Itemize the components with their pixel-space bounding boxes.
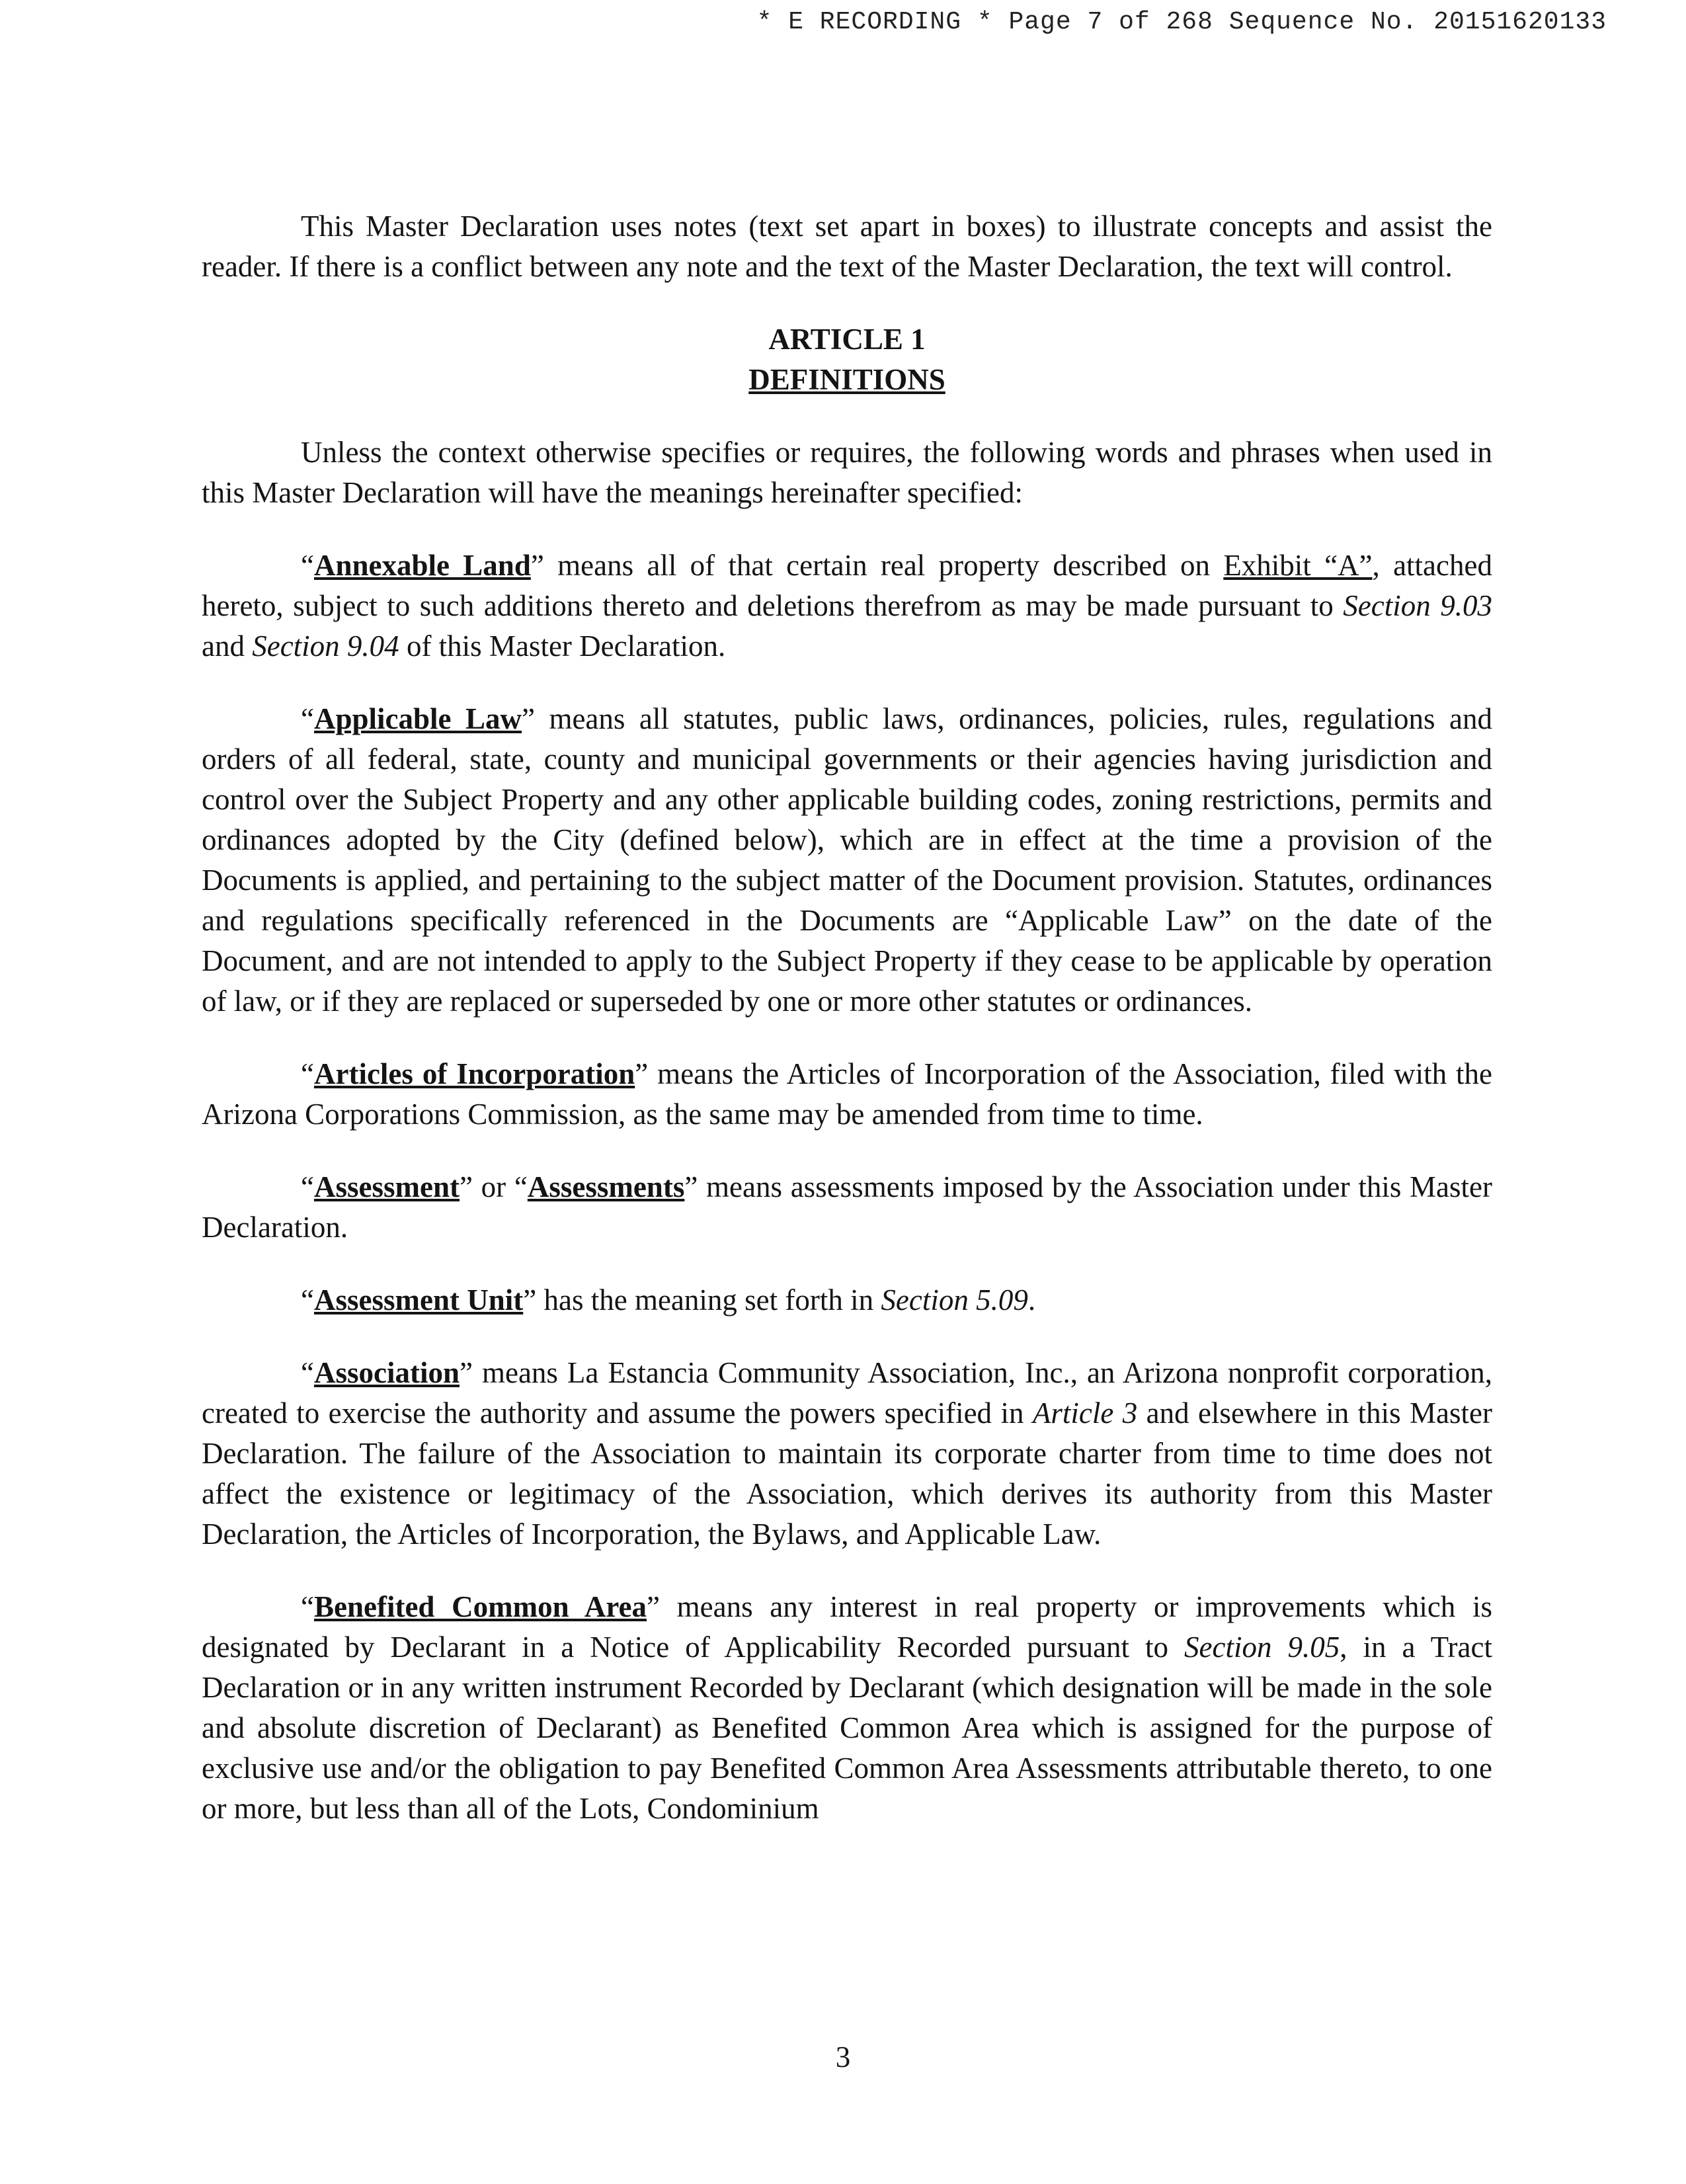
section-reference: Section 9.03 — [1343, 589, 1492, 622]
defined-term: Annexable Land — [313, 549, 531, 582]
definition-text: means any interest in real property or improvements which is designated by Declarant in a Notice of Applicability Recorded pursuant to — [202, 1590, 1492, 1664]
section-reference: Section 9.04 — [252, 629, 399, 663]
definition-association — [202, 1353, 1492, 1555]
close-quote: ” — [646, 1590, 660, 1623]
definition-text: . — [1027, 1283, 1036, 1316]
section-reference: Section 9.05 — [1184, 1631, 1340, 1664]
open-quote: “ — [301, 1590, 314, 1623]
defined-term: Applicable Law — [313, 702, 522, 735]
quote-separator: ” or “ — [459, 1170, 528, 1203]
exhibit-reference: Exhibit “A” — [1223, 549, 1373, 582]
definition-benefited-common-area — [202, 1587, 1492, 1829]
definition-text: means all statutes, public laws, ordinances, policies, rules, regulations and orders of all federal, state, county and municipal governments or their agencies having jurisdiction and control over the Subject Property and any other applicable building codes, zoning restrictions, permits and ordinances adopted by the City (defined below), which are in effect at the time a provision of the Documents is applied, and pertaining to the subject matter of the Document provision. Statutes, ordinances and regulations specifically referenced in the Documents are “Applicable Law” on the date of the Document, and are not intended to apply to the Subject Property if they cease to be applicable by operation of law, or if they are replaced or superseded by one or more other statutes or ordinances. — [202, 702, 1492, 1018]
article-title: DEFINITIONS — [748, 363, 945, 396]
definition-text: and — [202, 629, 253, 663]
definition-text: , in a Tract Declaration or in any written instrument Recorded by Declarant (which designation will be made in the sole and absolute discretion of Declarant) as Benefited Common Area which is assigned for the purpose of exclusive use and/or the obligation to pay Benefited Common Area Assessments attributable thereto, to one or more, but less than all of the Lots, Condominium — [202, 1631, 1492, 1825]
close-quote: ” — [523, 1283, 537, 1316]
definition-text: means La Estancia Community Association, Inc., an Arizona nonprofit corporation, created to exercise the authority and assume the powers specified in — [202, 1356, 1492, 1430]
defined-term: Assessments — [527, 1170, 685, 1203]
definition-text: means all of that certain real property described on — [543, 549, 1224, 582]
open-quote: “ — [301, 1283, 314, 1316]
recording-stamp: * E RECORDING * Page 7 of 268 Sequence No. 20151620133 — [756, 8, 1607, 36]
definition-text: , attached hereto, subject to such additions thereto and deletions therefrom as may be made pursuant to — [202, 549, 1492, 622]
close-quote: ” — [635, 1057, 649, 1090]
close-quote: ” — [530, 549, 544, 582]
intro-paragraph: This Master Declaration uses notes (text set apart in boxes) to illustrate concepts and assist the reader. If there is a conflict between any note and the text of the Master Declaration, the text will control. — [202, 210, 1492, 283]
defined-term: Assessment — [313, 1170, 460, 1203]
article-heading — [202, 319, 1492, 400]
definition-text: of this Master Declaration. — [399, 629, 726, 663]
defined-term: Benefited Common Area — [313, 1590, 647, 1623]
definition-applicable-law — [202, 699, 1492, 1022]
definition-text: has the meaning set forth in — [536, 1283, 881, 1316]
defined-term: Articles of Incorporation — [313, 1057, 635, 1090]
close-quote: ” — [460, 1356, 473, 1389]
close-quote: ” — [522, 702, 535, 735]
definition-text: means assessments imposed by the Association under this Master Declaration. — [202, 1170, 1492, 1244]
preamble-paragraph: Unless the context otherwise specifies or requires, the following words and phrases when used in this Master Declaration will have the meanings hereinafter specified: — [202, 436, 1492, 509]
definition-articles-of-incorporation — [202, 1054, 1492, 1135]
article-reference: Article 3 — [1032, 1396, 1138, 1430]
article-number: ARTICLE 1 — [768, 323, 926, 356]
definition-assessment-unit — [202, 1280, 1492, 1320]
close-quote: ” — [684, 1170, 698, 1203]
open-quote: “ — [301, 1356, 314, 1389]
definition-assessment — [202, 1167, 1492, 1248]
open-quote: “ — [301, 549, 314, 582]
defined-term: Assessment Unit — [313, 1283, 524, 1316]
open-quote: “ — [301, 1170, 314, 1203]
defined-term: Association — [313, 1356, 460, 1389]
open-quote: “ — [301, 1057, 314, 1090]
definition-text: means the Articles of Incorporation of the Association, filed with the Arizona Corporations Commission, as the same may be amended from time to time. — [202, 1057, 1492, 1131]
definition-annexable-land — [202, 546, 1492, 667]
open-quote: “ — [301, 702, 314, 735]
document-body — [202, 206, 1492, 1861]
page-number: 3 — [835, 2041, 851, 2074]
definition-text: and elsewhere in this Master Declaration. The failure of the Association to maintain its corporate charter from time to time does not affect the existence or legitimacy of the Association, which derives its authority from this Master Declaration, the Articles of Incorporation, the Bylaws, and Applicable Law. — [202, 1396, 1493, 1551]
section-reference: Section 5.09 — [881, 1283, 1028, 1316]
